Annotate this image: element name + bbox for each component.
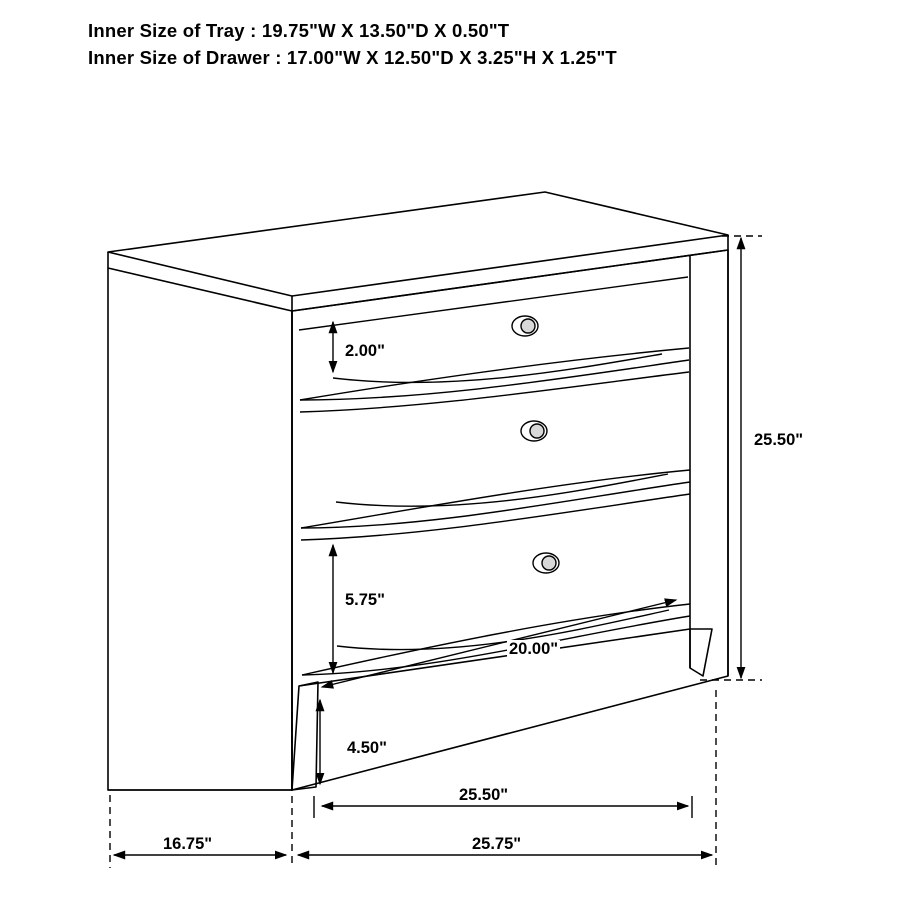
dim-drawer-front-width: 20.00"	[509, 640, 559, 658]
dim-front-width: 25.50"	[459, 786, 509, 804]
drawer-knobs	[512, 316, 559, 573]
legs	[292, 629, 712, 790]
dim-leg-height: 4.50"	[347, 739, 387, 757]
dim-bottom-drawer-height: 5.75"	[345, 591, 385, 609]
dim-overall-width: 25.75"	[472, 835, 522, 853]
dim-depth: 16.75"	[163, 835, 213, 853]
dimension-lines	[110, 236, 762, 868]
spec-tray-size: Inner Size of Tray : 19.75"W X 13.50"D X 0.50"T	[88, 20, 510, 41]
spec-drawer-size: Inner Size of Drawer : 17.00"W X 12.50"D X 3.25"H X 1.25"T	[88, 47, 617, 68]
drawer-fronts	[299, 277, 690, 675]
dim-top-drawer-height: 2.00"	[345, 342, 385, 360]
dim-overall-height: 25.50"	[754, 431, 804, 449]
